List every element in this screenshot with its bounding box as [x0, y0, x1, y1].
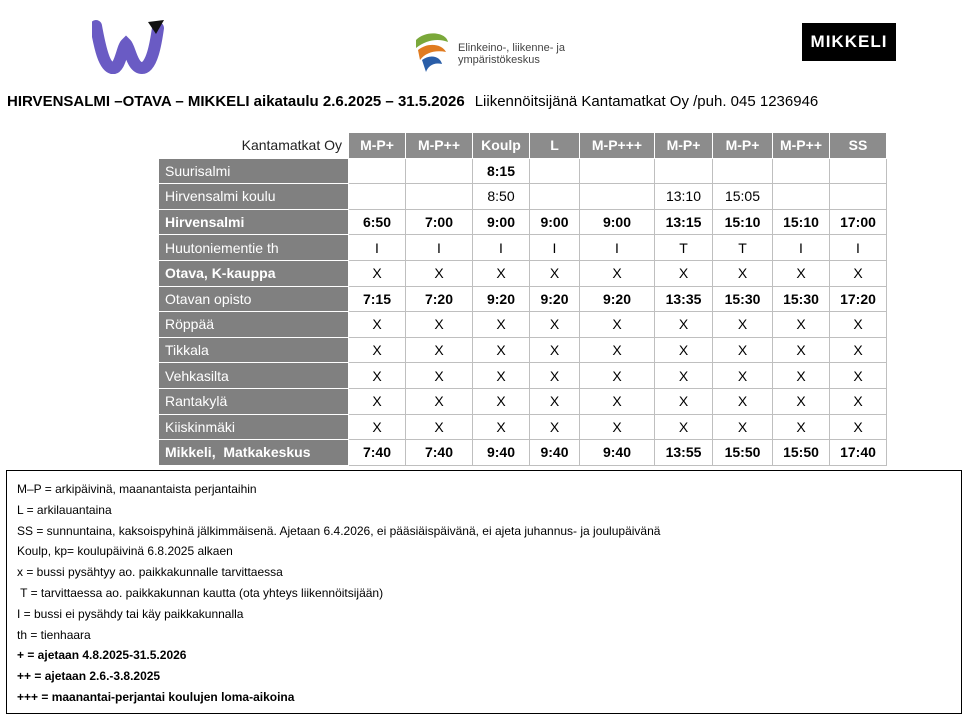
- time-cell: 17:40: [830, 440, 887, 466]
- time-cell: [580, 184, 655, 210]
- time-cell: X: [773, 337, 830, 363]
- time-cell: T: [655, 235, 713, 261]
- time-cell: 9:40: [473, 440, 530, 466]
- table-row: [159, 286, 887, 312]
- time-cell: X: [655, 363, 713, 389]
- time-cell: I: [830, 235, 887, 261]
- time-cell: X: [530, 260, 580, 286]
- time-cell: X: [713, 337, 773, 363]
- legend-line: SS = sunnuntaina, kaksoispyhinä jälkimmäisenä. Ajetaan 6.4.2026, ei pääsiäispäivänä, ei ajeta juhannus- ja joulupäivänä: [17, 523, 661, 538]
- time-cell: I: [580, 235, 655, 261]
- time-cell: X: [530, 388, 580, 414]
- time-cell: X: [830, 388, 887, 414]
- time-cell: 9:00: [530, 209, 580, 235]
- time-cell: X: [473, 363, 530, 389]
- table-row: [159, 312, 887, 338]
- hirvensalmi-logo: [92, 18, 166, 74]
- time-cell: X: [406, 312, 473, 338]
- stop-name: Otavan opisto: [159, 286, 349, 312]
- time-cell: [530, 184, 580, 210]
- time-cell: X: [406, 337, 473, 363]
- time-cell: 15:05: [713, 184, 773, 210]
- stop-name: Mikkeli, Matkakeskus: [159, 440, 349, 466]
- stop-name: Kiiskinmäki: [159, 414, 349, 440]
- time-cell: 15:30: [713, 286, 773, 312]
- time-cell: X: [530, 414, 580, 440]
- time-cell: I: [349, 235, 406, 261]
- legend-line: ++ = ajetaan 2.6.-3.8.2025: [17, 669, 161, 684]
- col-header: M-P+++: [580, 133, 655, 159]
- stop-name: Otava, K-kauppa: [159, 260, 349, 286]
- time-cell: 13:35: [655, 286, 713, 312]
- time-cell: X: [349, 363, 406, 389]
- time-cell: X: [773, 312, 830, 338]
- table-row: [159, 363, 887, 389]
- ely-keskus-logo: [412, 30, 582, 76]
- time-cell: X: [580, 312, 655, 338]
- time-cell: 7:20: [406, 286, 473, 312]
- timetable: [158, 132, 887, 466]
- stop-name: Hirvensalmi: [159, 209, 349, 235]
- time-cell: 7:40: [349, 440, 406, 466]
- time-cell: X: [349, 388, 406, 414]
- time-cell: 15:50: [713, 440, 773, 466]
- time-cell: X: [406, 388, 473, 414]
- time-cell: [713, 158, 773, 184]
- time-cell: X: [349, 414, 406, 440]
- ely-logo-line2: ympäristökeskus: [458, 54, 540, 66]
- time-cell: 9:20: [473, 286, 530, 312]
- time-cell: X: [655, 312, 713, 338]
- time-cell: 7:00: [406, 209, 473, 235]
- col-header: M-P++: [773, 133, 830, 159]
- col-header: L: [530, 133, 580, 159]
- time-cell: [773, 158, 830, 184]
- stop-name: Tikkala: [159, 337, 349, 363]
- col-header: M-P++: [406, 133, 473, 159]
- table-row: [159, 184, 887, 210]
- time-cell: X: [773, 260, 830, 286]
- stop-name: Suurisalmi: [159, 158, 349, 184]
- time-cell: 6:50: [349, 209, 406, 235]
- legend-line: x = bussi pysähtyy ao. paikkakunnalle tarvittaessa: [17, 565, 283, 580]
- time-cell: 15:30: [773, 286, 830, 312]
- time-cell: [830, 184, 887, 210]
- time-cell: X: [713, 312, 773, 338]
- stop-name: Huutoniementie th: [159, 235, 349, 261]
- time-cell: X: [655, 388, 713, 414]
- time-cell: 7:40: [406, 440, 473, 466]
- legend-box: [6, 470, 962, 714]
- time-cell: 9:00: [473, 209, 530, 235]
- time-cell: X: [655, 337, 713, 363]
- time-cell: [530, 158, 580, 184]
- time-cell: X: [530, 337, 580, 363]
- ely-logo-line1: Elinkeino-, liikenne- ja: [458, 42, 565, 54]
- time-cell: X: [773, 388, 830, 414]
- col-header: M-P+: [713, 133, 773, 159]
- time-cell: X: [773, 414, 830, 440]
- stop-name: Röppää: [159, 312, 349, 338]
- mikkeli-logo: MIKKELI: [802, 23, 896, 61]
- time-cell: X: [773, 363, 830, 389]
- time-cell: X: [530, 312, 580, 338]
- time-cell: 9:00: [580, 209, 655, 235]
- time-cell: X: [473, 337, 530, 363]
- table-row: [159, 260, 887, 286]
- time-cell: 15:50: [773, 440, 830, 466]
- time-cell: X: [473, 414, 530, 440]
- time-cell: [773, 184, 830, 210]
- col-header: M-P+: [349, 133, 406, 159]
- time-cell: 9:40: [530, 440, 580, 466]
- legend-line: T = tarvittaessa ao. paikkakunnan kautta (ota yhteys liikennöitsijään): [17, 585, 384, 600]
- time-cell: I: [406, 235, 473, 261]
- time-cell: X: [830, 337, 887, 363]
- time-cell: 8:50: [473, 184, 530, 210]
- time-cell: X: [655, 260, 713, 286]
- time-cell: [349, 184, 406, 210]
- time-cell: X: [473, 312, 530, 338]
- time-cell: I: [530, 235, 580, 261]
- time-cell: X: [406, 260, 473, 286]
- time-cell: I: [473, 235, 530, 261]
- time-cell: X: [406, 363, 473, 389]
- time-cell: X: [530, 363, 580, 389]
- time-cell: [349, 158, 406, 184]
- legend-line: M–P = arkipäivinä, maanantaista perjantaihin: [17, 482, 257, 496]
- time-cell: 17:20: [830, 286, 887, 312]
- time-cell: X: [349, 312, 406, 338]
- title-main: HIRVENSALMI –OTAVA – MIKKELI aikataulu 2.6.2025 – 31.5.2026: [7, 93, 465, 110]
- legend-line: L = arkilauantaina: [17, 502, 112, 517]
- col-header: Koulp: [473, 133, 530, 159]
- time-cell: 9:20: [580, 286, 655, 312]
- time-cell: X: [406, 414, 473, 440]
- time-cell: X: [713, 414, 773, 440]
- time-cell: X: [830, 260, 887, 286]
- time-cell: [406, 184, 473, 210]
- table-row: [159, 158, 887, 184]
- col-header: SS: [830, 133, 887, 159]
- time-cell: [406, 158, 473, 184]
- stop-name: Vehkasilta: [159, 363, 349, 389]
- time-cell: X: [580, 388, 655, 414]
- legend-line: + = ajetaan 4.8.2025-31.5.2026: [17, 648, 187, 663]
- time-cell: [830, 158, 887, 184]
- stop-name: Hirvensalmi koulu: [159, 184, 349, 210]
- time-cell: 13:10: [655, 184, 713, 210]
- time-cell: X: [473, 388, 530, 414]
- time-cell: X: [713, 260, 773, 286]
- col-header: M-P+: [655, 133, 713, 159]
- title-operator: Liikennöitsijänä Kantamatkat Oy /puh. 045 1236946: [474, 93, 819, 110]
- time-cell: X: [713, 363, 773, 389]
- legend-line: th = tienhaara: [17, 627, 91, 642]
- time-cell: X: [830, 414, 887, 440]
- stop-name: Rantakylä: [159, 388, 349, 414]
- time-cell: X: [580, 414, 655, 440]
- time-cell: X: [473, 260, 530, 286]
- time-cell: 9:20: [530, 286, 580, 312]
- time-cell: 13:55: [655, 440, 713, 466]
- time-cell: X: [580, 260, 655, 286]
- time-cell: X: [830, 312, 887, 338]
- time-cell: 15:10: [713, 209, 773, 235]
- legend-line: I = bussi ei pysähdy tai käy paikkakunnalla: [17, 606, 244, 621]
- time-cell: [580, 158, 655, 184]
- time-cell: 13:15: [655, 209, 713, 235]
- time-cell: 15:10: [773, 209, 830, 235]
- table-row: [159, 209, 887, 235]
- table-row: [159, 235, 887, 261]
- time-cell: X: [580, 337, 655, 363]
- legend-line: Koulp, kp= koulupäivinä 6.8.2025 alkaen: [17, 544, 233, 559]
- time-cell: X: [349, 260, 406, 286]
- table-row: [159, 388, 887, 414]
- time-cell: 8:15: [473, 158, 530, 184]
- timetable-header: [159, 133, 887, 159]
- time-cell: T: [713, 235, 773, 261]
- table-row: [159, 440, 887, 466]
- time-cell: X: [713, 388, 773, 414]
- legend-line: +++ = maanantai-perjantai koulujen loma-aikoina: [17, 689, 295, 704]
- operator-label: Kantamatkat Oy: [159, 133, 349, 159]
- time-cell: [655, 158, 713, 184]
- time-cell: 7:15: [349, 286, 406, 312]
- time-cell: X: [655, 414, 713, 440]
- page-title: [7, 93, 818, 110]
- time-cell: X: [349, 337, 406, 363]
- time-cell: X: [580, 363, 655, 389]
- time-cell: I: [773, 235, 830, 261]
- time-cell: 17:00: [830, 209, 887, 235]
- table-row: [159, 414, 887, 440]
- table-row: [159, 337, 887, 363]
- time-cell: X: [830, 363, 887, 389]
- time-cell: 9:40: [580, 440, 655, 466]
